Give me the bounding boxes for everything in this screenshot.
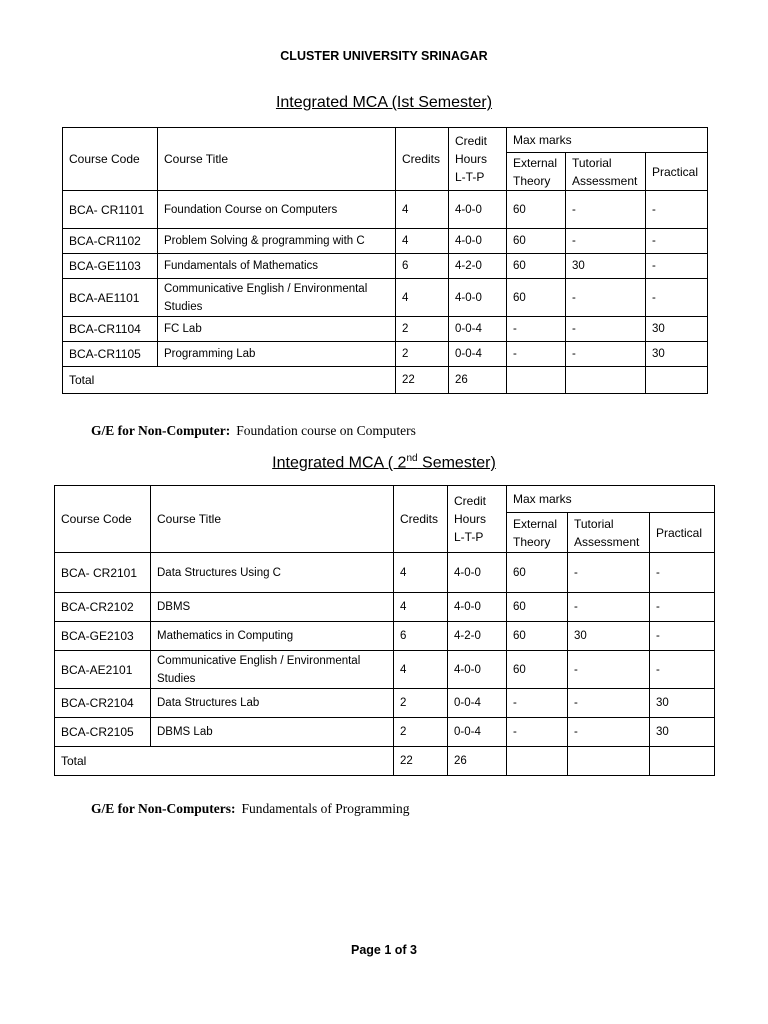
total-credits: 22 — [394, 747, 448, 776]
credits: 2 — [394, 718, 448, 747]
tutorial-marks: - — [568, 593, 650, 622]
table-row — [63, 279, 708, 317]
practical-marks: 30 — [646, 317, 708, 342]
tutorial-marks: 30 — [568, 622, 650, 651]
credits: 2 — [394, 689, 448, 718]
external-marks: 60 — [507, 254, 566, 279]
ltp: 4-0-0 — [449, 191, 507, 229]
table-row — [55, 553, 715, 593]
credits: 4 — [394, 651, 448, 689]
course-title: Mathematics in Computing — [151, 622, 394, 651]
external-marks: - — [507, 718, 568, 747]
total-label: Total — [63, 367, 396, 394]
semester-1-table — [62, 127, 708, 394]
tutorial-marks: - — [566, 279, 646, 317]
total-row — [55, 747, 715, 776]
practical-marks: 30 — [650, 689, 715, 718]
practical-marks: - — [650, 651, 715, 689]
external-marks: 60 — [507, 651, 568, 689]
header-course-title: Course Title — [158, 128, 396, 191]
tutorial-marks: - — [566, 191, 646, 229]
course-title: Programming Lab — [158, 342, 396, 367]
tutorial-marks: - — [568, 651, 650, 689]
credits: 6 — [396, 254, 449, 279]
course-code: BCA-AE2101 — [55, 651, 151, 689]
course-title: Data Structures Lab — [151, 689, 394, 718]
tutorial-marks: 30 — [566, 254, 646, 279]
practical-marks: - — [646, 191, 708, 229]
university-name: CLUSTER UNIVERSITY SRINAGAR — [280, 49, 488, 63]
total-label: Total — [55, 747, 394, 776]
table-row — [63, 191, 708, 229]
external-marks: 60 — [507, 229, 566, 254]
practical-marks: 30 — [650, 718, 715, 747]
header-tutorial-assessment: Tutorial Assessment — [568, 513, 650, 553]
table-row — [55, 718, 715, 747]
practical-marks: - — [646, 229, 708, 254]
header-tutorial-assessment: Tutorial Assessment — [566, 153, 646, 191]
credits: 2 — [396, 317, 449, 342]
external-marks: 60 — [507, 553, 568, 593]
practical-marks: - — [650, 622, 715, 651]
external-marks: - — [507, 342, 566, 367]
header-practical: Practical — [650, 513, 715, 553]
external-marks: 60 — [507, 279, 566, 317]
header-practical: Practical — [646, 153, 708, 191]
practical-marks: 30 — [646, 342, 708, 367]
course-code: BCA-AE1101 — [63, 279, 158, 317]
page-number: Page 1 of 3 — [351, 943, 417, 957]
ltp: 0-0-4 — [448, 689, 507, 718]
course-title: DBMS Lab — [151, 718, 394, 747]
course-title: Communicative English / Environmental Studies — [151, 651, 394, 689]
table-row — [55, 622, 715, 651]
table-row — [55, 593, 715, 622]
ltp: 0-0-4 — [449, 342, 507, 367]
tutorial-marks: - — [566, 317, 646, 342]
ltp: 4-0-0 — [448, 651, 507, 689]
credits: 2 — [396, 342, 449, 367]
header-external-theory: External Theory — [507, 513, 568, 553]
ltp: 0-0-4 — [448, 718, 507, 747]
course-title: DBMS — [151, 593, 394, 622]
course-code: BCA-CR1105 — [63, 342, 158, 367]
header-credits: Credits — [396, 128, 449, 191]
course-code: BCA-CR2105 — [55, 718, 151, 747]
course-code: BCA-GE2103 — [55, 622, 151, 651]
table-row — [63, 229, 708, 254]
ltp: 4-0-0 — [449, 279, 507, 317]
ge-note-1 — [91, 423, 416, 439]
total-hours: 26 — [449, 367, 507, 394]
total-row — [63, 367, 708, 394]
tutorial-marks: - — [568, 718, 650, 747]
header-course-code: Course Code — [63, 128, 158, 191]
course-title: Data Structures Using C — [151, 553, 394, 593]
practical-marks: - — [646, 254, 708, 279]
course-code: BCA-CR1104 — [63, 317, 158, 342]
course-code: BCA- CR1101 — [63, 191, 158, 229]
header-external-theory: External Theory — [507, 153, 566, 191]
credits: 4 — [394, 593, 448, 622]
total-credits: 22 — [396, 367, 449, 394]
table-row — [63, 254, 708, 279]
table-row — [63, 317, 708, 342]
ltp: 0-0-4 — [449, 317, 507, 342]
tutorial-marks: - — [566, 229, 646, 254]
header-credit-hours: Credit Hours L-T-P — [448, 486, 507, 553]
header-credits: Credits — [394, 486, 448, 553]
practical-marks: - — [650, 593, 715, 622]
ge-value: Fundamentals of Programming — [241, 801, 410, 816]
credits: 4 — [396, 279, 449, 317]
course-code: BCA-CR2102 — [55, 593, 151, 622]
practical-marks: - — [646, 279, 708, 317]
credits: 6 — [394, 622, 448, 651]
ltp: 4-0-0 — [448, 593, 507, 622]
course-title: Fundamentals of Mathematics — [158, 254, 396, 279]
header-max-marks: Max marks — [507, 128, 708, 153]
table-row — [55, 689, 715, 718]
course-code: BCA-GE1103 — [63, 254, 158, 279]
ge-note-2 — [91, 801, 409, 817]
total-hours: 26 — [448, 747, 507, 776]
external-marks: - — [507, 689, 568, 718]
semester-2-title: Integrated MCA ( 2nd Semester) — [272, 453, 496, 472]
semester-2-table — [54, 485, 715, 776]
ltp: 4-0-0 — [448, 553, 507, 593]
course-code: BCA-CR1102 — [63, 229, 158, 254]
ge-label: G/E for Non-Computer: — [91, 423, 231, 438]
tutorial-marks: - — [568, 689, 650, 718]
credits: 4 — [394, 553, 448, 593]
ltp: 4-2-0 — [448, 622, 507, 651]
tutorial-marks: - — [568, 553, 650, 593]
ltp: 4-2-0 — [449, 254, 507, 279]
credits: 4 — [396, 229, 449, 254]
external-marks: 60 — [507, 191, 566, 229]
course-title: Foundation Course on Computers — [158, 191, 396, 229]
header-course-title: Course Title — [151, 486, 394, 553]
tutorial-marks: - — [566, 342, 646, 367]
header-credit-hours: Credit Hours L-T-P — [449, 128, 507, 191]
external-marks: 60 — [507, 593, 568, 622]
course-code: BCA- CR2101 — [55, 553, 151, 593]
external-marks: 60 — [507, 622, 568, 651]
course-code: BCA-CR2104 — [55, 689, 151, 718]
table-row — [63, 342, 708, 367]
ge-label: G/E for Non-Computers: — [91, 801, 236, 816]
external-marks: - — [507, 317, 566, 342]
credits: 4 — [396, 191, 449, 229]
ltp: 4-0-0 — [449, 229, 507, 254]
ge-value: Foundation course on Computers — [236, 423, 416, 438]
semester-1-title: Integrated MCA (Ist Semester) — [275, 94, 493, 111]
header-course-code: Course Code — [55, 486, 151, 553]
course-title: Problem Solving & programming with C — [158, 229, 396, 254]
course-title: FC Lab — [158, 317, 396, 342]
table-row — [55, 651, 715, 689]
course-title: Communicative English / Environmental Studies — [158, 279, 396, 317]
header-max-marks: Max marks — [507, 486, 715, 513]
practical-marks: - — [650, 553, 715, 593]
